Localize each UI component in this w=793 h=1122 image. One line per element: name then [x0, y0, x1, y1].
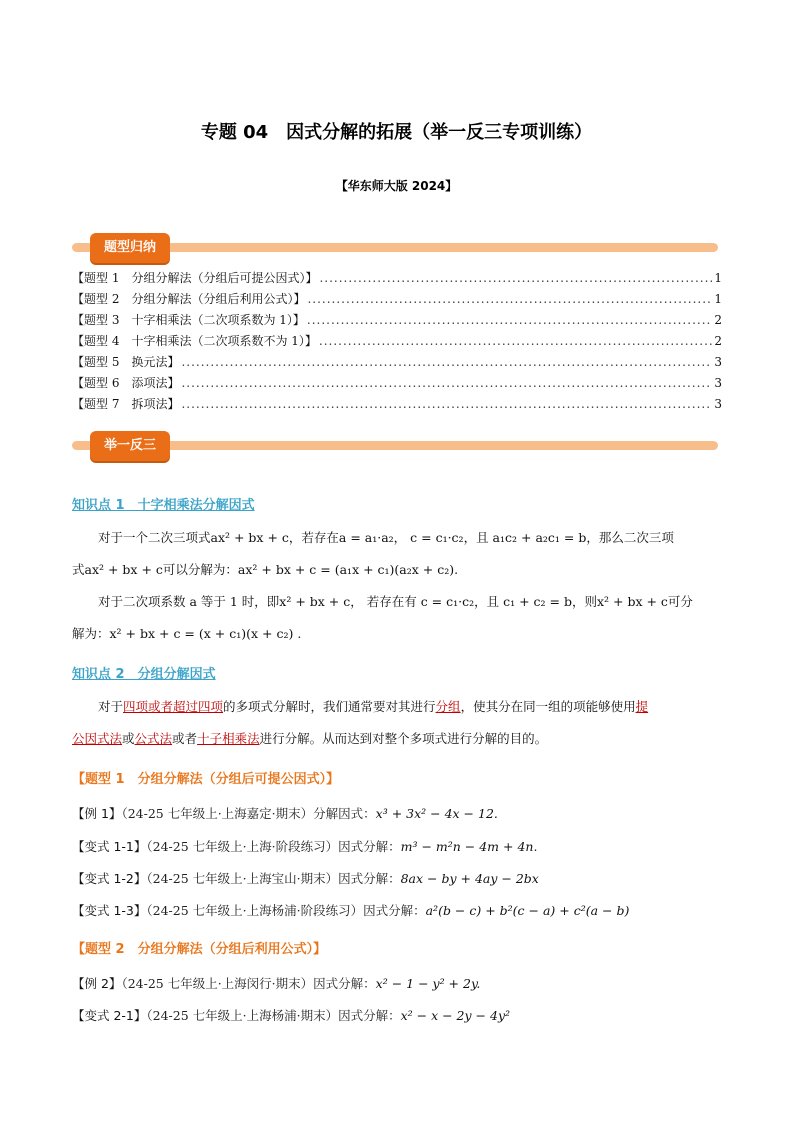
text: ，使其分在同一组的项能够使用 — [460, 699, 636, 714]
example-expression: m³ − m²n − 4m + 4n. — [400, 839, 538, 854]
variant-1-2 — [72, 869, 732, 887]
example-label: 【变式 2-1】 — [72, 1008, 147, 1023]
toc-page: 1 — [714, 271, 722, 285]
toc-label: 【题型 6 添项法】 — [72, 376, 180, 390]
highlight: 公因式法 — [72, 731, 123, 746]
kp1-paragraph-2-line-1: 对于二次项系数 a 等于 1 时，即x² + bx + c， 若存在有 c = c₁·c₂，且 c₁ + c₂ = b，则x² + bx + c可分 — [98, 594, 693, 609]
toc-page: 3 — [714, 397, 722, 411]
example-2 — [72, 974, 732, 992]
toc-label: 【题型 5 换元法】 — [72, 355, 180, 369]
example-label: 【例 2】 — [72, 976, 122, 991]
toc-label: 【题型 1 分组分解法（分组后可提公因式）】 — [72, 271, 318, 285]
highlight: 十子相乘法 — [197, 731, 260, 746]
toc-item-3[interactable] — [72, 310, 722, 331]
example-source: （24-25 七年级上·上海·阶段练习）因式分解： — [146, 839, 401, 854]
example-source: （24-25 七年级上·上海宝山·期末）因式分解： — [146, 871, 401, 886]
kp2-paragraph-line-2 — [72, 729, 722, 749]
highlight: 四项或者超过四项 — [123, 699, 224, 714]
example-expression: x³ + 3x² − 4x − 12. — [375, 806, 498, 821]
text: 进行分解。从而达到对整个多项式进行分解的目的。 — [259, 731, 548, 746]
example-source: （24-25 七年级上·上海嘉定·期末）分解因式： — [121, 806, 376, 821]
edition-subtitle: 【华东师大版 2024】 — [335, 179, 458, 193]
toc-label: 【题型 7 拆项法】 — [72, 397, 180, 411]
example-label: 【例 1】 — [72, 806, 122, 821]
section-banner-question-types — [72, 233, 718, 263]
highlight: 公式法 — [134, 731, 173, 746]
variant-1-1 — [72, 837, 732, 855]
example-expression: x² − x − 2y − 4y² — [400, 1008, 511, 1023]
toc-item-5[interactable] — [72, 352, 722, 373]
toc-page: 2 — [714, 313, 722, 327]
kp2-paragraph-line-1 — [72, 697, 722, 717]
toc-item-7[interactable] — [72, 394, 722, 415]
text: 或 — [122, 731, 135, 746]
kp1-paragraph-1-line-1: 对于一个二次三项式ax² + bx + c，若存在a = a₁·a₂， c = c₁·c₂，且 a₁c₂ + a₂c₁ = b，那么二次三项 — [98, 530, 674, 545]
text: 对于 — [98, 699, 124, 714]
toc-leader — [181, 352, 712, 373]
variant-2-1 — [72, 1006, 732, 1024]
toc-leader — [307, 310, 712, 331]
page-title: 专题 04 因式分解的拓展（举一反三专项训练） — [200, 122, 593, 143]
question-type-1-heading: 【题型 1 分组分解法（分组后可提公因式）】 — [72, 772, 340, 787]
example-source: （24-25 七年级上·上海杨浦·阶段练习）因式分解： — [146, 903, 426, 918]
toc-leader — [181, 373, 712, 394]
highlight: 分组 — [435, 699, 461, 714]
toc-leader — [307, 289, 712, 310]
section-banner-practice — [72, 431, 718, 461]
toc-label: 【题型 3 十字相乘法（二次项系数为 1）】 — [72, 313, 305, 327]
toc-leader — [319, 331, 712, 352]
toc-page: 3 — [714, 376, 722, 390]
example-label: 【变式 1-1】 — [72, 839, 147, 854]
kp1-paragraph-1-line-2: 式ax² + bx + c可以分解为：ax² + bx + c = (a₁x + c₁)(a₂x + c₂). — [72, 562, 459, 577]
banner-tag: 举一反三 — [90, 431, 170, 461]
example-1 — [72, 804, 732, 822]
toc-item-4[interactable] — [72, 331, 722, 352]
example-label: 【变式 1-2】 — [72, 871, 147, 886]
example-expression: x² − 1 − y² + 2y. — [375, 976, 481, 991]
example-expression: 8ax − by + 4ay − 2bx — [400, 871, 539, 886]
toc-label: 【题型 4 十字相乘法（二次项系数不为 1）】 — [72, 334, 317, 348]
toc-label: 【题型 2 分组分解法（分组后利用公式）】 — [72, 292, 306, 306]
kp1-paragraph-2-line-2: 解为：x² + bx + c = (x + c₁)(x + c₂) . — [72, 626, 302, 641]
example-source: （24-25 七年级上·上海杨浦·期末）因式分解： — [146, 1008, 401, 1023]
toc-leader — [319, 268, 712, 289]
toc-item-2[interactable] — [72, 289, 722, 310]
toc-page: 3 — [714, 355, 722, 369]
knowledge-point-1-title: 知识点 1 十字相乘法分解因式 — [72, 498, 255, 513]
toc-item-1[interactable] — [72, 268, 722, 289]
toc-page: 1 — [714, 292, 722, 306]
text: 的多项式分解时，我们通常要对其进行 — [223, 699, 436, 714]
highlight: 提 — [635, 699, 649, 714]
variant-1-3 — [72, 901, 732, 919]
toc-page: 2 — [714, 334, 722, 348]
text: 或者 — [172, 731, 198, 746]
banner-tag: 题型归纳 — [90, 233, 170, 263]
toc-item-6[interactable] — [72, 373, 722, 394]
toc-leader — [181, 394, 712, 415]
example-label: 【变式 1-3】 — [72, 903, 147, 918]
example-source: （24-25 七年级上·上海闵行·期末）因式分解： — [121, 976, 376, 991]
example-expression: a²(b − c) + b²(c − a) + c²(a − b) — [425, 903, 630, 918]
question-type-2-heading: 【题型 2 分组分解法（分组后利用公式）】 — [72, 942, 327, 957]
knowledge-point-2-title: 知识点 2 分组分解因式 — [72, 667, 216, 682]
